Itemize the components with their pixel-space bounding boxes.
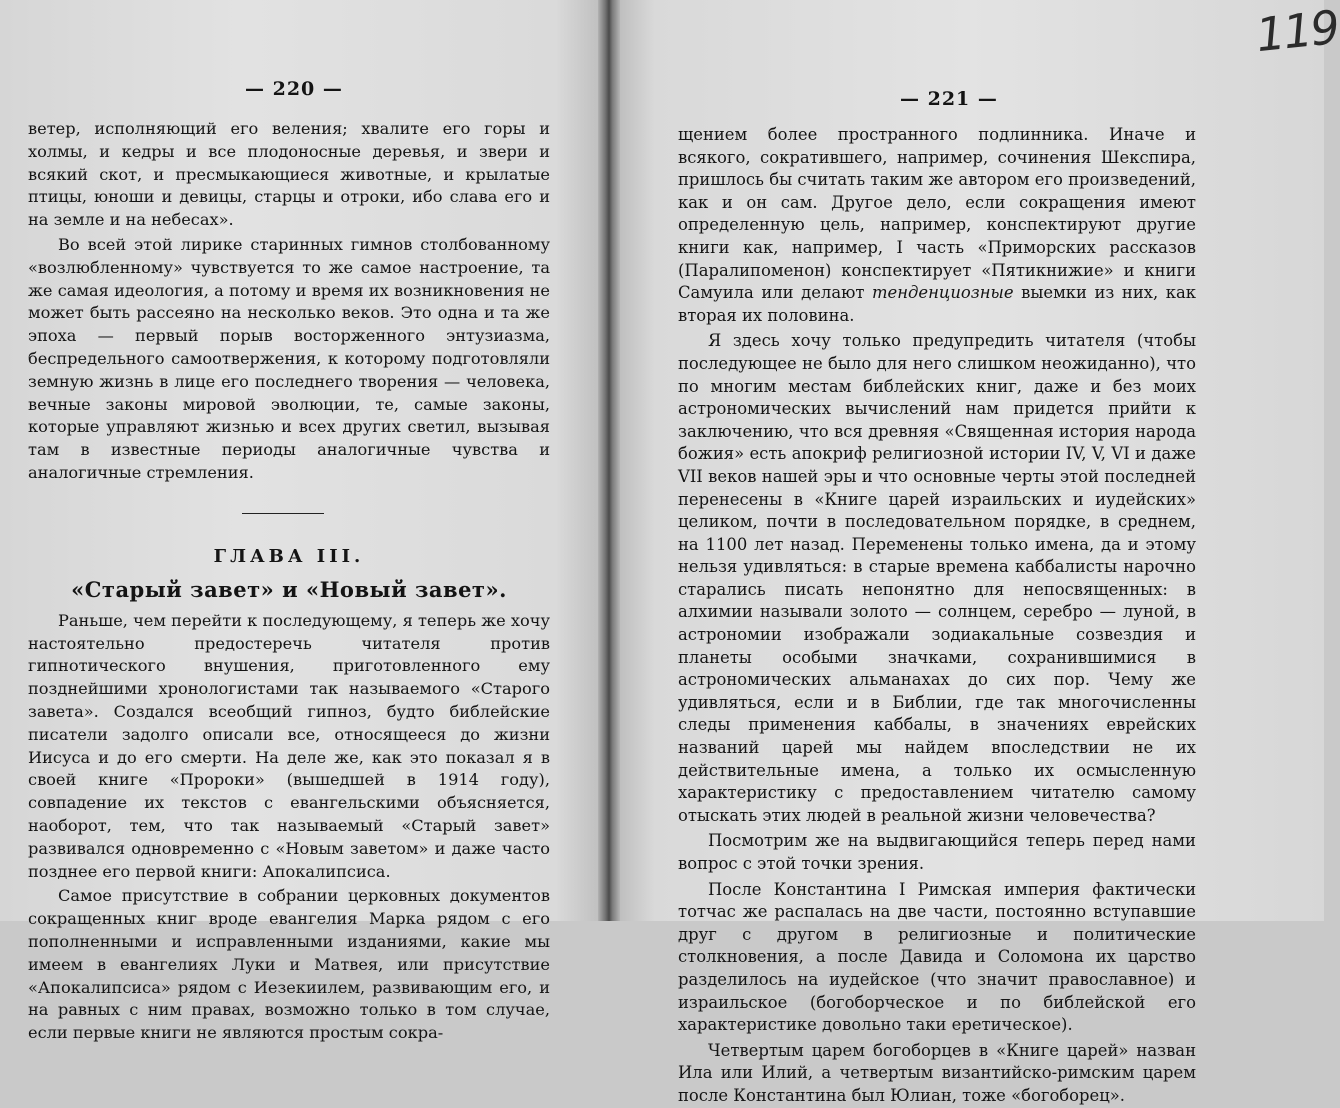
right-paragraph-2: Я здесь хочу только предупредить читателя (чтобы последующее не было для него слишком неожиданно), что по многим местам библейских книг, даже и без моих астрономических вычислений нам придется прийти к заключению, что вся древняя «Священная история народа божия» есть апокриф религиозной истории IV, V, VI и даже VII веков нашей эры и что основные черты этой последней перенесены в «Книге царей израильских и иудейских» целиком, почти в последовательном порядке, в среднем, на 1100 лет назад. Переменены только имена, да и этому нельзя удивляться: в старые времена каббалисты нарочно старались писать непонятно для непосвященных: в алхимии называли золото — солнцем, серебро — луной, в астрономии изображали зодиакальные созвездия и планеты особыми значками, сохранившимися в астрономических альманахах до сих пор. Чему же удивляться, если и в Библии, где так многочисленны следы применения каббалы, в значениях еврейских названий царей мы найдем впоследствии не их действительные имена, а только их осмысленную характеристику с предоставлением читателю самому отыскать этих людей в реальной жизни человечества? <box>678 331 1196 825</box>
chapter-label: ГЛАВА III. <box>213 545 365 567</box>
handwritten-page-note: 119 <box>1253 0 1340 63</box>
book-gutter <box>598 0 620 921</box>
left-paragraph-4: Самое присутствие в собрании церковных документов сокращенных книг вроде евангелия Марка рядом с его пополненными и исправленными изданиями, какие мы имеем в евангелиях Луки и Матвея, или присутствие «Апокалипсиса» рядом с Иезекиилем, развивающим его, и на равных с ним правах, возможно только в том случае, если первые книги не являются простым сокра- <box>28 886 550 1043</box>
chapter-title: «Старый завет» и «Новый завет». <box>71 576 507 602</box>
right-paragraph-3: Посмотрим же на выдвигающийся теперь перед нами вопрос с этой точки зрения. <box>678 831 1196 873</box>
left-paragraph-1: ветер, исполняющий его веления; хвалите его горы и холмы, и кедры и все плодоносные деревья, и звери и всякий скот, и пресмыкающиеся животные, и крылатые птицы, юноши и девицы, старцы и отроки, ибо слава его и на земле и на небесах». <box>28 119 550 230</box>
page-number-right: — 221 — <box>900 88 998 110</box>
right-paragraph-4: После Константина I Римская империя фактически тотчас же распалась на две части, постоянно вступавшие друг с другом в религиозные и политические столкновения, а после Давида и Соломона их царство разделилось на иудейское (что значит православное) и израильское (богоборческое и по библейской его характеристике довольно таки еретическое). <box>678 879 1196 1035</box>
right-paragraph-5: Четвертым царем богоборцев в «Книге царей» назван Ила или Илий, а четвертым византийско-римским царем после Константина был Юлиан, тоже «богоборец». <box>678 1040 1196 1105</box>
left-text-column <box>28 118 550 1045</box>
right-text-column <box>678 124 1196 1108</box>
italic-word: тенденциозные <box>871 283 1014 303</box>
right-paragraph-1-text: щением более пространного подлинника. Иначе и всякого, сократившего, например, сочинения Шекспира, пришлось бы считать таким же автором его произведений, как и он сам. Другое дело, если сокращения имеют определенную цель, например, конспектируют другие книги как, например, I часть «Приморских рассказов (Паралипоменон) конспектирует «Пятикнижие» и книги Самуила или делают <box>678 125 1196 303</box>
right-paragraph-1 <box>678 124 1196 327</box>
section-divider <box>242 513 324 514</box>
right-paragraph-1-end: выемки из них, как вторая их половина. <box>678 283 1196 325</box>
page-number-left: — 220 — <box>245 78 343 100</box>
left-page <box>0 0 604 1043</box>
left-paragraph-3: Раньше, чем перейти к последующему, я теперь же хочу настоятельно предостеречь читателя против гипнотического внушения, приготовленного ему позднейшими хронологистами так называемого «Старого завета». Создался всеобщий гипноз, будто библейские писатели задолго описали все, относящееся до жизни Иисуса и до его смерти. На деле же, как это показал я в своей книге «Пророки» (вышедшей в 1914 году), совпадение их текстов с евангельскими объясняется, наоборот, тем, что так называемый «Старый завет» развивался одновременно с «Новым заветом» и даже часто позднее его первой книги: Апокалипсиса. <box>28 610 550 881</box>
left-paragraph-2: Во всей этой лирике старинных гимнов столбованному «возлюбленному» чувствуется то же самое настроение, та же самая идеология, а потому и время их возникновения не может быть рассеяно на несколько веков. Это одна и та же эпоха — первый порыв восторженного энтузиазма, беспредельного самоотвержения, к которому подготовляли земную жизнь в лице его последнего творения — человека, вечные законы мировой эволюции, те, самые законы, которые управляют жизнью и всех других светил, вызывая там в известные периоды аналогичные чувства и аналогичные стремления. <box>28 234 550 482</box>
